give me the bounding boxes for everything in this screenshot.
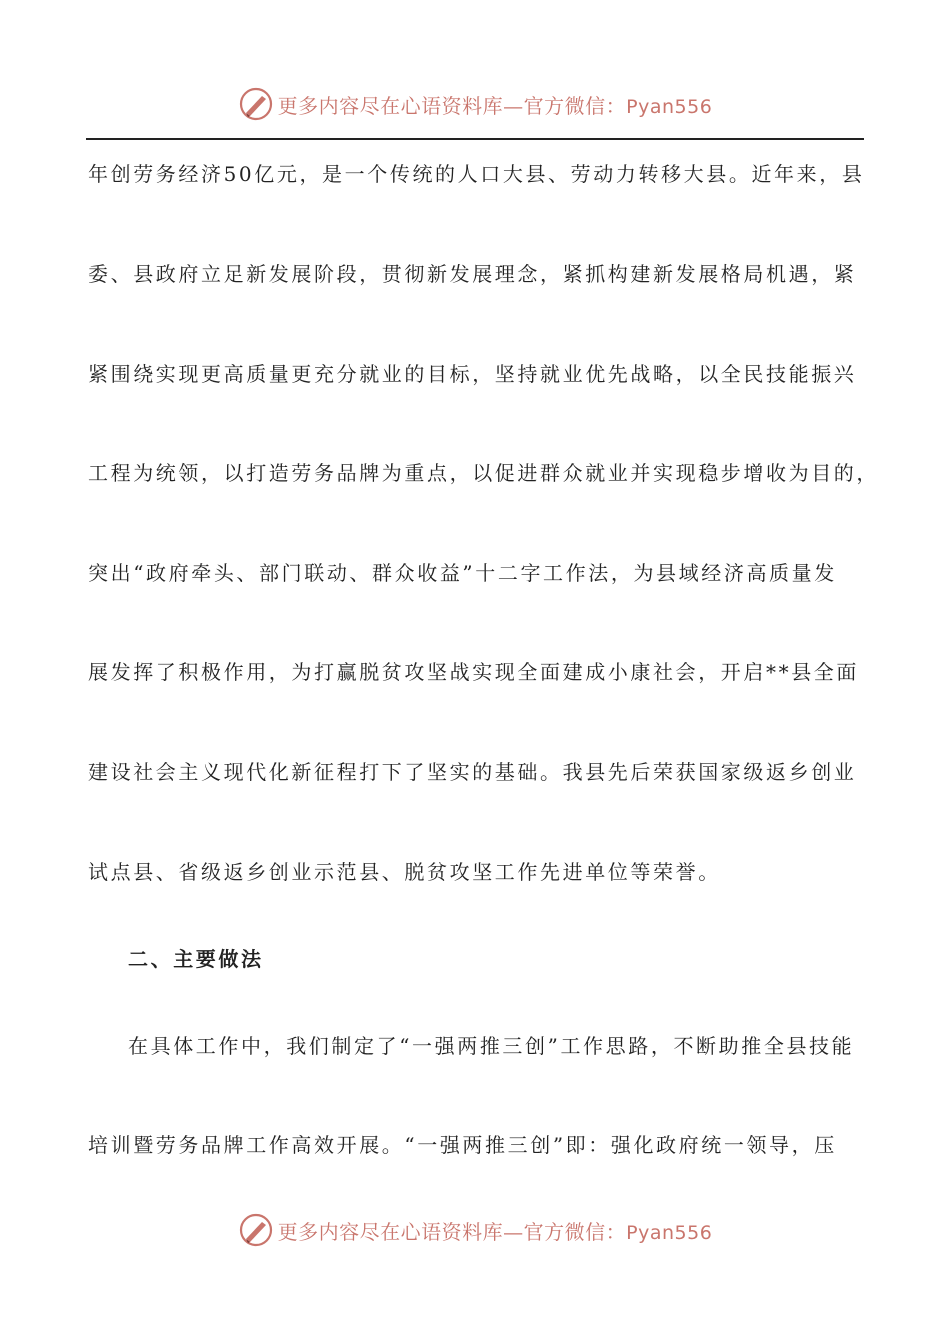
footer-banner-text (278, 1216, 713, 1245)
body-line: 突出“政府牵头、部门联动、群众收益”十二字工作法，为县域经济高质量发 (88, 561, 837, 585)
body-line: 试点县、省级返乡创业示范县、脱贫攻坚工作先进单位等荣誉。 (88, 860, 721, 884)
header-divider (86, 138, 864, 140)
body-line: 建设社会主义现代化新征程打下了坚实的基础。我县先后荣获国家级返乡创业 (88, 760, 857, 784)
header-banner-text (278, 90, 713, 119)
footer-banner (0, 1210, 950, 1250)
body-line: 工程为统领，以打造劳务品牌为重点，以促进群众就业并实现稳步增收为目的， (88, 461, 879, 485)
header-banner (0, 84, 950, 124)
header-banner-main: 更多内容尽在心语资料库—官方微信： (277, 93, 627, 118)
body-line: 委、县政府立足新发展阶段，贯彻新发展理念，紧抓构建新发展格局机遇，紧 (88, 262, 857, 286)
body-line: 在具体工作中，我们制定了“一强两推三创”工作思路，不断助推全县技能 (128, 1034, 855, 1058)
header-wechat-id: Pyan556 (626, 95, 713, 118)
pen-logo-icon (238, 1212, 274, 1248)
pen-logo-icon (238, 86, 274, 122)
body-line: 年创劳务经济50亿元，是一个传统的人口大县、劳动力转移大县。近年来，县 (88, 162, 865, 186)
body-line: 培训暨劳务品牌工作高效开展。“一强两推三创”即：强化政府统一领导，压 (88, 1133, 837, 1157)
footer-banner-main: 更多内容尽在心语资料库—官方微信： (277, 1219, 627, 1244)
body-line: 展发挥了积极作用，为打赢脱贫攻坚战实现全面建成小康社会，开启**县全面 (88, 660, 859, 684)
body-line: 紧围绕实现更高质量更充分就业的目标，坚持就业优先战略，以全民技能振兴 (88, 362, 857, 386)
section-heading: 二、主要做法 (128, 947, 264, 971)
footer-wechat-id: Pyan556 (626, 1221, 713, 1244)
